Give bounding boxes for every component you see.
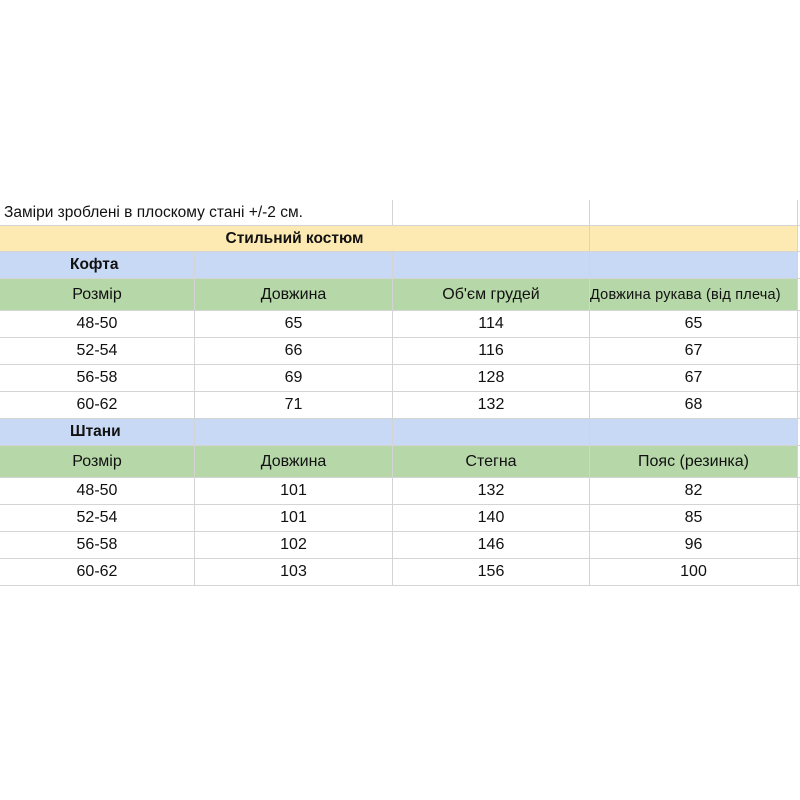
empty-cell[interactable]: [195, 419, 393, 446]
column-header[interactable]: Довжина: [195, 279, 393, 311]
title-row: [0, 226, 800, 252]
value-cell[interactable]: 132: [393, 392, 590, 419]
value-cell[interactable]: 69: [195, 365, 393, 392]
size-cell[interactable]: 48-50: [0, 478, 195, 505]
value-cell[interactable]: 66: [195, 338, 393, 365]
value-cell[interactable]: 85: [590, 505, 798, 532]
size-cell[interactable]: 60-62: [0, 559, 195, 586]
empty-cell[interactable]: [393, 419, 590, 446]
empty-cell[interactable]: [590, 252, 798, 279]
value-cell[interactable]: 140: [393, 505, 590, 532]
section-row-pants: [0, 419, 800, 446]
table-row: [0, 559, 800, 586]
size-cell[interactable]: 60-62: [0, 392, 195, 419]
column-header[interactable]: Об'єм грудей: [393, 279, 590, 311]
value-cell[interactable]: 156: [393, 559, 590, 586]
value-cell[interactable]: 116: [393, 338, 590, 365]
column-header[interactable]: Розмір: [0, 446, 195, 478]
size-cell[interactable]: 52-54: [0, 338, 195, 365]
column-header[interactable]: Пояс (резинка): [590, 446, 798, 478]
value-cell[interactable]: 67: [590, 365, 798, 392]
value-cell[interactable]: 102: [195, 532, 393, 559]
column-header[interactable]: Розмір: [0, 279, 195, 311]
section-title[interactable]: Кофта: [0, 252, 195, 279]
size-cell[interactable]: 56-58: [0, 365, 195, 392]
value-cell[interactable]: 68: [590, 392, 798, 419]
value-cell[interactable]: 65: [195, 311, 393, 338]
empty-cell[interactable]: [590, 226, 798, 252]
table-row: [0, 532, 800, 559]
table-row: [0, 365, 800, 392]
size-cell[interactable]: 48-50: [0, 311, 195, 338]
header-row-pants: [0, 446, 800, 478]
empty-cell[interactable]: [195, 252, 393, 279]
value-cell[interactable]: 114: [393, 311, 590, 338]
section-title[interactable]: Штани: [0, 419, 195, 446]
table-title[interactable]: Стильний костюм: [0, 226, 590, 252]
value-cell[interactable]: 101: [195, 478, 393, 505]
column-header[interactable]: Довжина рукава (від плеча): [590, 279, 798, 311]
size-cell[interactable]: 56-58: [0, 532, 195, 559]
value-cell[interactable]: 71: [195, 392, 393, 419]
header-row-jacket: [0, 279, 800, 311]
value-cell[interactable]: 146: [393, 532, 590, 559]
value-cell[interactable]: 132: [393, 478, 590, 505]
table-row: [0, 478, 800, 505]
size-chart-sheet: [0, 200, 800, 586]
empty-cell[interactable]: [393, 252, 590, 279]
value-cell[interactable]: 82: [590, 478, 798, 505]
value-cell[interactable]: 103: [195, 559, 393, 586]
table-row: [0, 311, 800, 338]
table-row: [0, 505, 800, 532]
size-cell[interactable]: 52-54: [0, 505, 195, 532]
empty-cell[interactable]: [590, 419, 798, 446]
value-cell[interactable]: 67: [590, 338, 798, 365]
note-row: [0, 200, 800, 226]
value-cell[interactable]: 101: [195, 505, 393, 532]
column-header[interactable]: Стегна: [393, 446, 590, 478]
column-header[interactable]: Довжина: [195, 446, 393, 478]
value-cell[interactable]: 65: [590, 311, 798, 338]
value-cell[interactable]: 128: [393, 365, 590, 392]
value-cell[interactable]: 96: [590, 532, 798, 559]
section-row-jacket: [0, 252, 800, 279]
table-row: [0, 338, 800, 365]
empty-cell[interactable]: [393, 200, 590, 226]
table-row: [0, 392, 800, 419]
measurement-note[interactable]: Заміри зроблені в плоскому стані +/-2 см.: [0, 200, 393, 226]
empty-cell[interactable]: [590, 200, 798, 226]
value-cell[interactable]: 100: [590, 559, 798, 586]
